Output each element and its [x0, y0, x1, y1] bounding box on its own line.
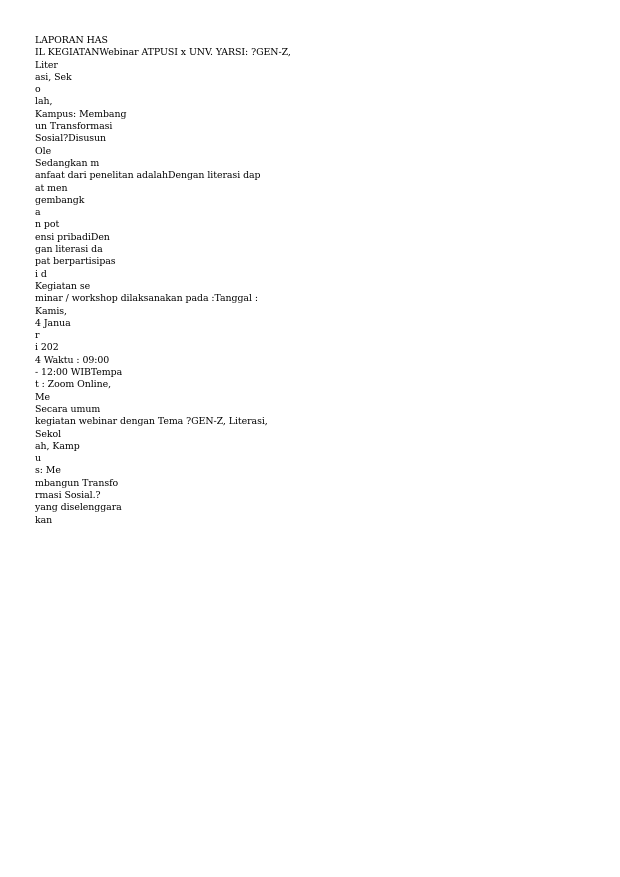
text-line: LAPORAN HAS [35, 35, 108, 46]
text-line: 4 Janua [35, 317, 71, 329]
text-line: ah, Kamp [35, 440, 80, 452]
text-line: un Transformasi [35, 121, 113, 133]
text-line: at men [35, 182, 68, 194]
text-line: gan literasi da [35, 244, 103, 256]
text-line: kegiatan webinar dengan Tema ?GEN-Z, Literasi, [35, 416, 268, 428]
text-line: Ole [35, 145, 52, 157]
text-line: Sekol [35, 428, 62, 440]
text-line: IL KEGIATANWebinar ATPUSI x UNV. YARSI: ?GEN-Z, [35, 47, 291, 59]
text-line: asi, Sek [35, 71, 72, 83]
text-line: u [35, 453, 41, 465]
text-line: i d [35, 268, 47, 280]
text-line: Sedangkan m [35, 157, 100, 169]
text-line: r [35, 330, 40, 342]
text-line: Liter [35, 59, 58, 71]
text-line: ensi pribadiDen [35, 231, 110, 243]
text-line: Me [35, 391, 51, 403]
text-line: - 12:00 WIBTempa [35, 367, 123, 379]
text-line: kan [35, 514, 53, 526]
text-line: Kamis, [35, 305, 67, 317]
text-line: rmasi Sosial.? [35, 489, 101, 501]
report-text [35, 35, 595, 527]
text-line: pat berpartisipas [35, 256, 116, 268]
text-line: Kegiatan se [35, 280, 91, 292]
text-line: yang diselenggara [35, 502, 122, 514]
text-line: minar / workshop dilaksanakan pada :Tanggal : [35, 293, 258, 305]
text-line: s: Me [35, 465, 61, 477]
text-line: lah, [35, 96, 53, 108]
text-line: n pot [35, 219, 60, 231]
text-line: mbangun Transfo [35, 477, 119, 489]
text-line: Secara umum [35, 403, 101, 415]
text-line: a [35, 207, 41, 219]
text-line: i 202 [35, 342, 59, 354]
text-line: anfaat dari penelitan adalahDengan literasi dap [35, 170, 261, 182]
text-line: t : Zoom Online, [35, 379, 112, 391]
text-line: 4 Waktu : 09:00 [35, 354, 110, 366]
text-line: Kampus: Membang [35, 108, 127, 120]
text-line: Sosial?Disusun [35, 133, 107, 145]
text-line: gembangk [35, 194, 85, 206]
text-line: o [35, 84, 41, 96]
